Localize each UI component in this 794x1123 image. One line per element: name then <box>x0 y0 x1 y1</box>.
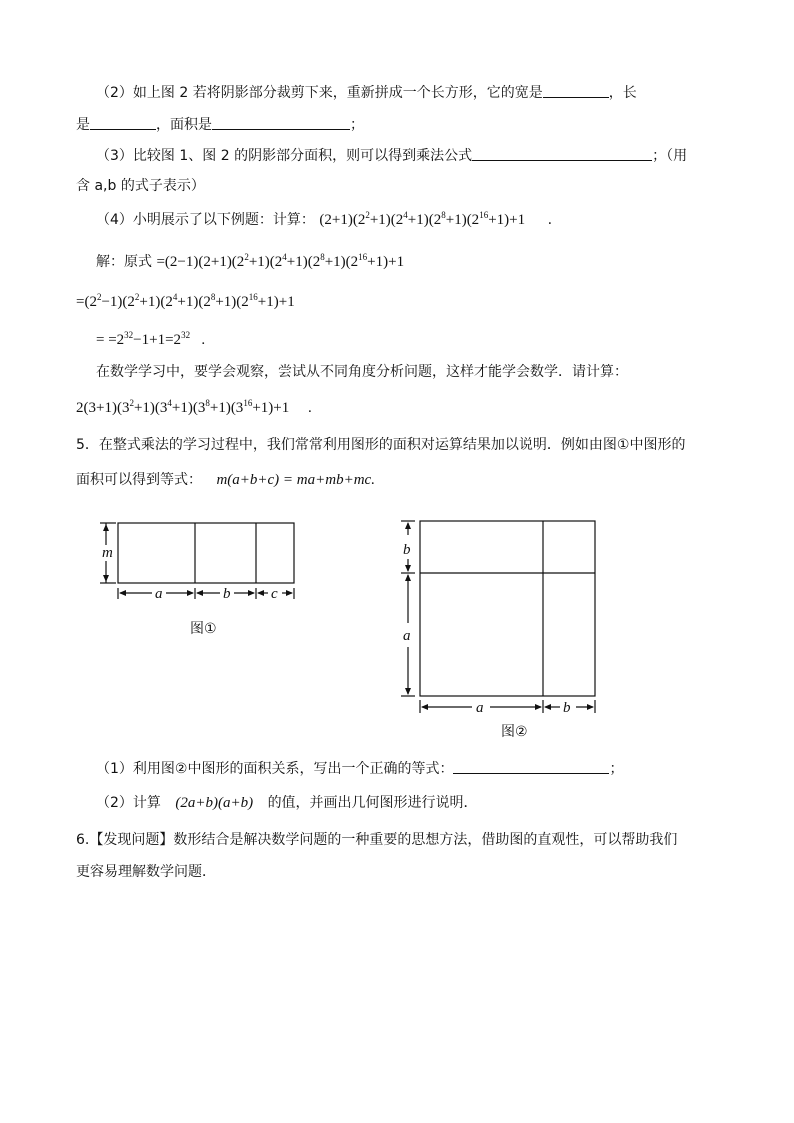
q4-part4-line: （4）小明展示了以下例题：计算： $(2+1)(2^2+1)(2^4+1)(2^8+1)(2^{16}+1)+1$ . <box>96 210 553 228</box>
fig1-rect <box>118 523 294 583</box>
answer-blank-length[interactable] <box>90 114 156 130</box>
fig2-label-b-bottom: b <box>563 700 571 716</box>
fig2-rect <box>420 521 595 696</box>
solution-line2: $=(2^2-1)(2^2+1)(2^4+1)(2^8+1)(2^{16}+1)+1$ <box>76 292 295 310</box>
fig2-label-b-left: b <box>403 542 411 558</box>
q5-line2: 面积可以得到等式： m(a+b+c) = ma+mb+mc. <box>76 472 375 488</box>
figure-2 <box>396 515 606 720</box>
solution-line3: = $=2^{32}-1+1=2^{32}$ . <box>96 330 206 348</box>
q4-part3-line2: 含 a,b 的式子表示） <box>76 178 205 194</box>
q6-line2: 更容易理解数学问题． <box>76 864 216 880</box>
q6-line1: 6.【发现问题】数形结合是解决数学问题的一种重要的思想方法，借助图的直观性，可以帮助我们 <box>76 832 678 848</box>
answer-blank-formula[interactable] <box>472 145 652 161</box>
q4-instruction-text: 在数学学习中，要学会观察，尝试从不同角度分析问题，这样才能学会数学．请计算： <box>96 364 628 380</box>
q5-expression: (2a+b)(a+b) <box>175 795 254 811</box>
exercise-expression: $2(3+1)(3^2+1)(3^4+1)(3^8+1)(3^{16}+1)+1$ . <box>76 398 312 416</box>
fig2-label-a-left: a <box>403 628 411 644</box>
figure-1 <box>96 515 306 605</box>
answer-blank-area[interactable] <box>212 114 350 130</box>
fig1-label-b: b <box>223 586 231 602</box>
example-expression: $(2+1)(2^2+1)(2^4+1)(2^8+1)(2^{16}+1)+1$ <box>319 210 526 228</box>
q4-part3-line1: （3）比较图 1、图 2 的阴影部分面积，则可以得到乘法公式 ；（用 <box>96 145 687 166</box>
q5-line1: 5．在整式乘法的学习过程中，我们常常利用图形的面积对运算结果加以说明．例如由图①中图形的 <box>76 437 686 453</box>
q5-part1-line: （1）利用图②中图形的面积关系，写出一个正确的等式： ； <box>96 758 623 779</box>
fig2-caption: 图② <box>501 724 528 740</box>
solution-line1: 解：原式 $=(2-1)(2+1)(2^2+1)(2^4+1)(2^8+1)(2^{16}+1)+1$ <box>96 252 405 270</box>
q5-part2-line: （2）计算 (2a+b)(a+b) 的值，并画出几何图形进行说明． <box>96 795 478 811</box>
answer-blank-equation[interactable] <box>453 758 609 774</box>
fig1-label-a: a <box>155 586 163 602</box>
fig1-label-c: c <box>271 586 278 602</box>
fig1-caption: 图① <box>190 621 217 637</box>
q4-part2-line1: （2）如上图 2 若将阴影部分裁剪下来，重新拼成一个长方形，它的宽是 ，长 <box>96 82 637 103</box>
q4-part2-line2: 是 ，面积是 ； <box>76 114 364 135</box>
answer-blank-width[interactable] <box>543 82 609 98</box>
fig2-label-a-bottom: a <box>476 700 484 716</box>
fig1-label-m: m <box>102 545 113 561</box>
q5-equation: m(a+b+c) = ma+mb+mc. <box>216 472 375 488</box>
